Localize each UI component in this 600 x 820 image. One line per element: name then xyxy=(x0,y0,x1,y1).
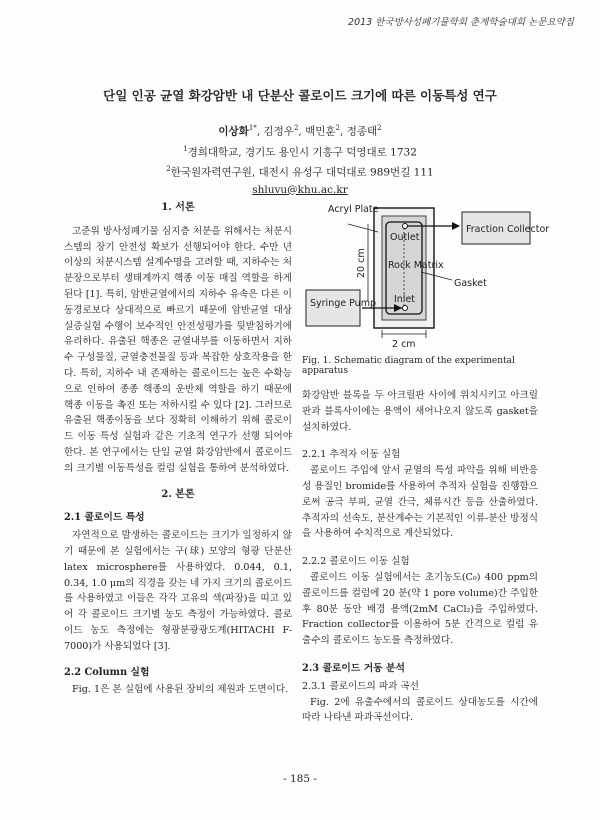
section-2-3-heading: 2.3 콜로이드 거동 분석 xyxy=(302,662,405,674)
section-2-1-paragraph: 자연적으로 발생하는 콜로이드는 크기가 일정하지 않기 때문에 본 실험에서는 구(球) 모양의 형광 단분산 latex microsphere를 사용하였다. 0.044, 0.1, 0.34, 1.0 μm의 직경을 갖는 네 가지 크기의 콜로이드를 사용하였고 이들은 각각 고유의 색(파장)을 띠고 있어 각 콜로이드 크기별 농도 측정이 가능하였다. 콜로이드 농도 측정에는 형광분광광도계(HITACHI F-7000)가 사용되었다 [3]. xyxy=(64,530,292,652)
affiliation-1 xyxy=(0,141,600,162)
label-inlet: Inlet xyxy=(394,294,416,305)
paper-title: 단일 인공 균열 화강암반 내 단분산 콜로이드 크기에 따른 이동특성 연구 xyxy=(103,88,497,103)
author-4-sup: 2 xyxy=(377,124,382,132)
author-2: 김정우 xyxy=(263,125,294,138)
apparatus-diagram xyxy=(302,202,550,352)
email: shluvu@khu.ac.kr xyxy=(252,183,348,196)
right-column xyxy=(302,388,538,726)
author-4: 정종태 xyxy=(346,125,378,138)
affiliation-2-text: 한국원자력연구원, 대전시 유성구 대덕대로 989번길 111 xyxy=(170,166,434,179)
inlet-port xyxy=(403,306,408,311)
affiliation-2-sup: 2 xyxy=(166,165,171,173)
section-2-2-paragraph: Fig. 1은 본 실험에 사용된 장비의 제원과 도면이다. xyxy=(72,684,289,696)
label-gasket: Gasket xyxy=(454,278,487,289)
author-line: 이상화$^{1*}$, 김정우$^2$, 백민훈$^2$, 정종태$^2$ xyxy=(218,124,382,138)
author-3: 백민훈 xyxy=(305,125,336,138)
affiliation-2 xyxy=(0,161,600,182)
main-author: 이상화 xyxy=(218,125,249,138)
label-rock-matrix: Rock Matrix xyxy=(388,260,444,271)
running-header: 2013 한국방사성폐기물학회 춘계학술대회 논문요약집 xyxy=(348,17,574,28)
section-2-2-1-paragraph: 콜로이드 주입에 앞서 균열의 특성 파악을 위해 비반응성 용질인 bromide를 사용하여 추적자 실험을 진행함으로써 공극 부피, 균열 간극, 체류시간 등을 산출하였다. 추적자의 선속도, 분산계수는 기본적인 이류-분산 방정식을 사용하여 수치적으로 계산되었다. xyxy=(302,465,538,540)
section-2-2-2-heading: 2.2.2 콜로이드 이동 실험 xyxy=(302,556,410,568)
label-fraction-collector: Fraction Collector xyxy=(466,224,550,235)
section-2-3-1-paragraph: Fig. 2에 유출수에서의 콜로이드 상대농도를 시간에 따라 나타낸 파과곡선이다. xyxy=(302,696,538,724)
outlet-port xyxy=(403,224,408,229)
page-number: - 185 - xyxy=(283,773,317,785)
label-acryl-plate: Acryl Plate xyxy=(328,204,379,215)
column-continuation: 화강암반 블록을 두 아크릴판 사이에 위치시키고 아크릴판과 블록사이에는 용액이 새어나오지 않도록 gasket을 설치하였다. xyxy=(302,390,538,433)
section-2-3-1-heading: 2.3.1 콜로이드의 파과 곡선 xyxy=(302,680,419,692)
label-outlet: Outlet xyxy=(390,232,420,243)
label-width: 2 cm xyxy=(392,339,416,350)
label-syringe-pump: Syringe Pump xyxy=(310,298,376,309)
section-2-2-1-heading: 2.2.1 추적자 이동 실험 xyxy=(302,449,401,461)
left-column xyxy=(64,200,292,698)
section-2-1-heading: 2.1 콜로이드 특성 xyxy=(64,512,145,524)
outlet-arrow-icon xyxy=(452,222,460,230)
author-3-sup: 2 xyxy=(335,124,340,132)
section-2-2-heading: 2.2 Column 실험 xyxy=(64,666,150,678)
affiliation-1-sup: 1 xyxy=(183,144,188,153)
figure-1-caption: Fig. 1. Schematic diagram of the experimental apparatus xyxy=(302,356,515,376)
section-2-2-2-paragraph: 콜로이드 이동 실험에서는 초기농도(C₀) 400 ppm의 콜로이드를 컬럼에 20 분(약 1 pore volume)간 주입한 후 80분 동안 배경 용액(2mM CaCl₂)을 주입하였다. Fraction collector를 이용하여 5분 간격으로 컬럼 유출수의 콜로이드 농도를 측정하였다. xyxy=(302,571,538,647)
label-height: 20 cm xyxy=(356,248,367,278)
author-2-sup: 2 xyxy=(293,124,299,132)
intro-heading: 1. 서론 xyxy=(161,202,195,213)
figure-1 xyxy=(302,202,550,352)
affiliation-1-text: 경희대학교, 경기도 용인시 기흥구 덕영대로 1732 xyxy=(187,146,417,158)
main-author-sup: 1* xyxy=(248,124,257,132)
body-heading: 2. 본론 xyxy=(161,488,195,500)
intro-paragraph: 고준위 방사성폐기물 심지층 처분을 위해서는 처분시스템의 장기 안전성 확보가 선행되어야 한다. 수만 년 이상의 처분시스템 설계수명을 고려할 때, 지하수는 처분장으로부터 생태계까지 핵종 이동 매질 역할을 하게 된다 [1]. 특히, 암반균열에서의 지하수 유속은 다른 이동경로보다 상대적으로 빠르기 때문에 암반균열 대상 실증실험 수행이 보수적인 안전성평가를 뒷받침하기에 유리하다. 유출된 핵종은 균열내부를 이동하면서 지하수 구성물질, 균열충전물질 등과 복잡한 상호작용을 한다. 특히, 지하수 내 존재하는 콜로이드는 높은 수확능으로 인하여 종종 핵종의 운반체 역할을 하기 때문에 핵종 이동을 촉진 또는 저하시킬 수 있다 [2]. 그러므로 유출된 핵종이동을 보다 정확히 이해하기 위해 콜로이드 이동 특성 실험과 같은 기초적 연구가 선행 되어야 한다. 본 연구에서는 단일 균열 화강암반에서 콜로이드의 크기별 이동특성을 컬럼 실험을 통하여 분석하였다. xyxy=(64,225,292,474)
author-block xyxy=(0,120,600,199)
